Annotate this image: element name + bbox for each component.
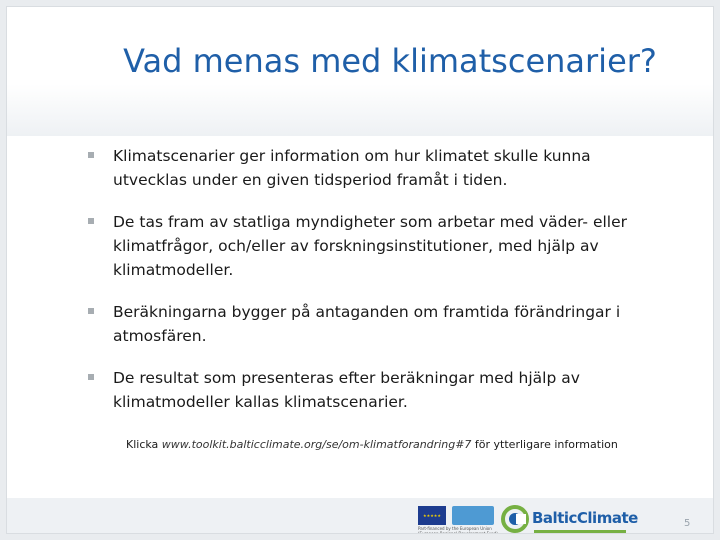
bullet-square-icon [88,152,94,158]
more-info-suffix: för ytterligare information [474,438,618,451]
bullet-square-icon [88,374,94,380]
bullet-text: Beräkningarna bygger på antaganden om framtida förändringar i atmosfären. [113,303,621,345]
balticclimate-logo-underline [534,530,626,533]
funding-note: Part-financed by the European Union (European Regional Development Fund) [418,526,498,536]
more-info-line [126,438,618,451]
eu-flag-icon [418,506,446,525]
bullet-text: De resultat som presenteras efter beräkningar med hjälp av klimatmodeller kallas klimatscenarier. [113,369,580,411]
slide-title: Vad menas med klimatscenarier? [123,42,657,80]
bullet-item [88,300,668,348]
bullet-text: Klimatscenarier ger information om hur klimatet skulle kunna utvecklas under en given tidsperiod framåt i tiden. [113,147,591,189]
more-info-link[interactable]: www.toolkit.balticclimate.org/se/om-klimatforandring#7 [161,438,472,451]
bullet-item [88,144,668,192]
bullet-text: De tas fram av statliga myndigheter som arbetar med väder- eller klimatfrågor, och/eller av forskningsinstitutioner, med hjälp av klimatmodeller. [113,213,627,279]
bullet-square-icon [88,308,94,314]
balticclimate-emblem-icon [500,504,530,534]
bullet-square-icon [88,218,94,224]
baltic-sea-region-logo [452,506,494,525]
bullet-item [88,210,668,282]
page-number: 5 [684,518,691,529]
bullet-item [88,366,668,414]
bullet-list [88,144,668,432]
more-info-prefix: Klicka [126,438,159,451]
eu-stars-icon: ★★★★★ [423,513,441,518]
balticclimate-logo-text: BalticClimate [532,509,638,527]
